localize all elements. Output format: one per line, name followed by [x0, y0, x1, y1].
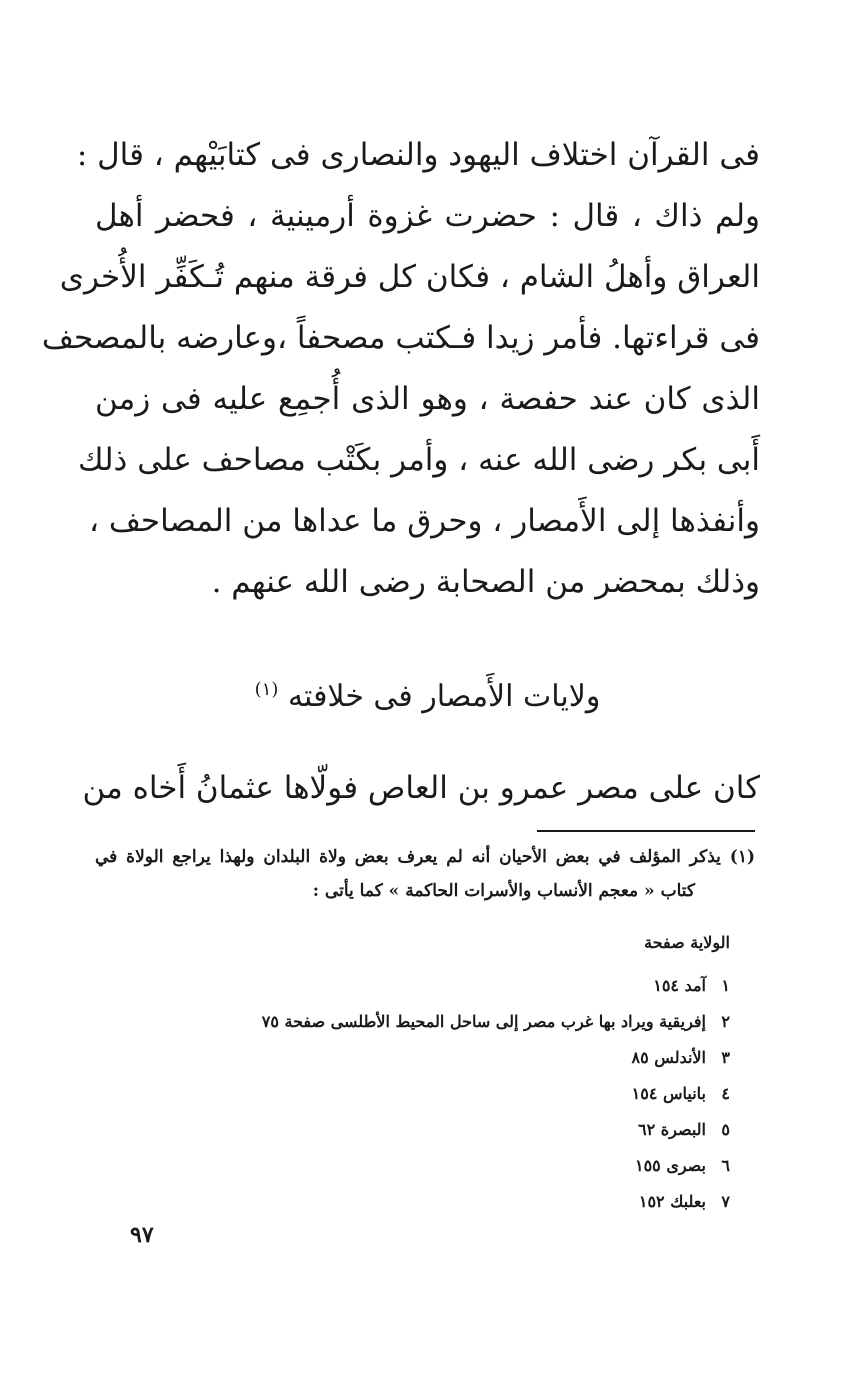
section-heading: [0, 660, 855, 727]
entry-text: الأندلس ٨٥: [631, 1048, 706, 1067]
list-item: [262, 1112, 730, 1148]
entry-number: ٤: [721, 1084, 730, 1103]
footnote-line: (١) يذكر المؤلف في بعض الأحيان أنه لم يعرف بعض ولاة البلدان ولهذا يراجع الولاة في: [95, 847, 755, 867]
body-line: وأنفذها إلى الأَمصار ، وحرق ما عداها من المصاحف ،: [88, 503, 760, 539]
footnote: [95, 840, 755, 908]
entry-text: بعلبك ١٥٢: [638, 1192, 706, 1211]
section-title: ولايات الأَمصار فى خلافته: [287, 679, 601, 714]
body-line: العراق وأهلُ الشام ، فكان كل فرقة منهم تُـكَفِّر الأُخرى: [59, 259, 760, 295]
list-item: [262, 1184, 730, 1220]
footnote-reference: (١): [254, 679, 279, 700]
body-line: الذى كان عند حفصة ، وهو الذى أُجمِع عليه فى زمن: [95, 381, 760, 417]
footnote-entries: [262, 968, 730, 1220]
entry-text: بانياس ١٥٤: [631, 1084, 706, 1103]
entry-number: ٦: [721, 1156, 730, 1175]
footnote-line: كتاب « معجم الأنساب والأسرات الحاكمة » كما يأتى :: [312, 881, 695, 901]
entry-number: ٥: [721, 1120, 730, 1139]
body-line: فى القرآن اختلاف اليهود والنصارى فى كتابَيْهم ، قال :: [76, 137, 760, 173]
footnote-divider: [537, 830, 755, 832]
footnote-table-header: الولاية صفحة: [644, 933, 730, 952]
list-item: [262, 968, 730, 1004]
body-line: فى قراءتها. فأمر زيدا فـكتب مصحفاً ،وعارضه بالمصحف: [41, 320, 760, 356]
body-line: أَبى بكر رضى الله عنه ، وأمر بكَتْب مصاحف على ذلك: [77, 442, 760, 478]
entry-text: آمد ١٥٤: [653, 976, 706, 995]
list-item: [262, 1076, 730, 1112]
entry-number: ٧: [721, 1192, 730, 1211]
entry-text: إفريقية ويراد بها غرب مصر إلى ساحل المحيط الأطلسى صفحة ٧٥: [261, 1012, 706, 1031]
page-number: ٩٧: [130, 1222, 154, 1248]
entry-number: ٣: [721, 1048, 730, 1067]
entry-text: بصرى ١٥٥: [634, 1156, 706, 1175]
list-item: [262, 1004, 730, 1040]
list-item: [262, 1148, 730, 1184]
entry-number: ٢: [721, 1012, 730, 1031]
body-line: وذلك بمحضر من الصحابة رضى الله عنهم .: [211, 564, 760, 600]
body-line-after-heading: كان على مصر عمرو بن العاص فولّاها عثمانُ أَخاه من: [82, 770, 760, 806]
list-item: [262, 1040, 730, 1076]
body-line: ولم ذاك ، قال : حضرت غزوة أرمينية ، فحضر أهل: [95, 198, 760, 234]
entry-text: البصرة ٦٢: [638, 1120, 706, 1139]
body-paragraph: [41, 125, 760, 613]
entry-number: ١: [721, 976, 730, 995]
